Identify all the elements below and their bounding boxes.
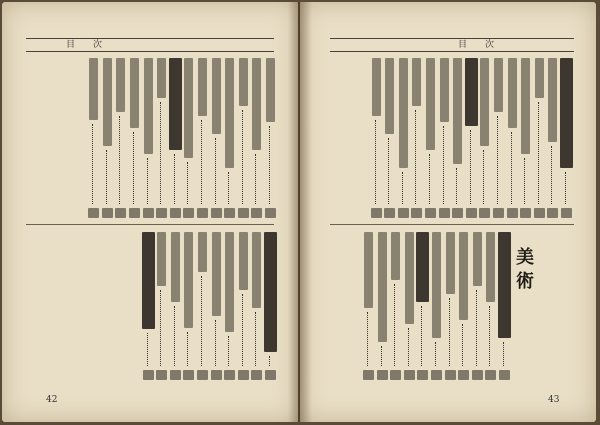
toc-entry-text	[184, 232, 193, 328]
toc-entry-page	[265, 370, 276, 380]
toc-entry-leader	[201, 120, 202, 204]
toc-entry-page	[363, 370, 374, 380]
toc-entry-page	[156, 208, 167, 218]
toc-entry-text	[508, 58, 517, 128]
toc-entry	[416, 232, 429, 382]
toc-entry-text	[412, 58, 421, 106]
toc-entry-text	[416, 232, 429, 302]
toc-entry	[237, 232, 250, 382]
toc-entry-page	[493, 208, 504, 218]
toc-entry-text	[116, 58, 125, 112]
toc-entry	[370, 58, 383, 220]
toc-entry-text	[548, 58, 557, 142]
toc-entry	[383, 58, 396, 220]
toc-entry	[471, 232, 484, 382]
toc-entry	[210, 58, 223, 220]
toc-entry-page	[170, 370, 181, 380]
toc-entry-leader	[497, 116, 498, 204]
toc-entry-page	[197, 370, 208, 380]
toc-entry-leader	[269, 356, 270, 366]
toc-entry-page	[404, 370, 415, 380]
toc-entry	[492, 58, 505, 220]
gutter-shadow-right	[300, 2, 312, 422]
toc-entry-text	[473, 232, 482, 286]
toc-entry-leader	[119, 116, 120, 204]
toc-entry-leader	[187, 332, 188, 366]
toc-entry-page	[224, 370, 235, 380]
toc-entry	[169, 58, 182, 220]
toc-entry-leader	[215, 138, 216, 204]
toc-entry-leader	[394, 284, 395, 366]
toc-entry-leader	[421, 306, 422, 366]
toc-entry	[498, 232, 511, 382]
toc-entry	[430, 232, 443, 382]
toc-entry-text	[498, 232, 511, 338]
toc-entry-leader	[538, 102, 539, 204]
toc-entry-page	[197, 208, 208, 218]
toc-entry-leader	[160, 102, 161, 204]
toc-entry-text	[372, 58, 381, 116]
toc-entry-text	[103, 58, 112, 146]
toc-entry-leader	[174, 306, 175, 366]
toc-entry-leader	[456, 168, 457, 204]
toc-entry-page	[458, 370, 469, 380]
toc-entry-page	[561, 208, 572, 218]
toc-entry-text	[405, 232, 414, 324]
toc-entry-text	[239, 232, 248, 290]
toc-entry-page	[499, 370, 510, 380]
toc-entry-page	[547, 208, 558, 218]
toc-entry-leader	[503, 342, 504, 366]
toc-entry-page	[156, 370, 167, 380]
toc-entry-leader	[375, 120, 376, 204]
toc-entry	[546, 58, 559, 220]
toc-entry	[457, 232, 470, 382]
toc-entry-leader	[147, 333, 148, 366]
toc-entry-page	[211, 208, 222, 218]
toc-entry	[444, 232, 457, 382]
toc-entry-leader	[511, 132, 512, 204]
toc-entry-leader	[187, 162, 188, 204]
toc-entry-leader	[565, 172, 566, 204]
toc-entry-text	[89, 58, 98, 120]
toc-entry-page	[265, 208, 276, 218]
toc-entry-leader	[429, 154, 430, 204]
section-title: 美術	[516, 247, 534, 292]
toc-entry	[223, 58, 236, 220]
toc-entry	[155, 58, 168, 220]
toc-entry	[403, 232, 416, 382]
toc-entry	[182, 232, 195, 382]
toc-entry-text	[157, 58, 166, 98]
left-page-number: 42	[46, 395, 58, 405]
toc-entry-text	[212, 232, 221, 316]
toc-entry-page	[466, 208, 477, 218]
toc-entry	[196, 58, 209, 220]
toc-entry-text	[446, 232, 455, 294]
toc-entry-leader	[201, 276, 202, 366]
toc-entry	[169, 232, 182, 382]
toc-entry-leader	[381, 346, 382, 366]
toc-entry-leader	[255, 154, 256, 204]
toc-entry-page	[238, 370, 249, 380]
toc-entry	[264, 232, 277, 382]
toc-entry-text	[480, 58, 489, 146]
right-header-label: 目次	[458, 40, 513, 50]
toc-entry-text	[426, 58, 435, 150]
toc-entry-page	[170, 208, 181, 218]
toc-entry-text	[364, 232, 373, 308]
toc-entry-leader	[228, 336, 229, 366]
toc-entry-page	[371, 208, 382, 218]
toc-entry-text	[494, 58, 503, 112]
toc-entry-page	[129, 208, 140, 218]
toc-entry-text	[440, 58, 449, 122]
toc-entry-text	[399, 58, 408, 168]
toc-entry-leader	[551, 146, 552, 204]
toc-entry-page	[88, 208, 99, 218]
toc-entry	[155, 232, 168, 382]
toc-entry-text	[453, 58, 462, 164]
toc-entry-page	[425, 208, 436, 218]
toc-entry	[484, 232, 497, 382]
toc-entry-leader	[489, 306, 490, 366]
toc-entry	[101, 58, 114, 220]
toc-entry	[424, 58, 437, 220]
toc-entry-page	[520, 208, 531, 218]
toc-entry-page	[417, 370, 428, 380]
toc-entry	[196, 232, 209, 382]
toc-entry-page	[251, 208, 262, 218]
toc-entry-text	[266, 58, 275, 122]
toc-entry-leader	[388, 138, 389, 204]
toc-entry-text	[142, 232, 155, 329]
toc-entry-text	[535, 58, 544, 98]
toc-entry	[182, 58, 195, 220]
toc-entry-page	[377, 370, 388, 380]
toc-entry-page	[507, 208, 518, 218]
toc-entry-leader	[255, 312, 256, 366]
toc-entry-page	[143, 208, 154, 218]
toc-entry-page	[485, 370, 496, 380]
toc-entry	[142, 232, 155, 382]
toc-entry-leader	[435, 342, 436, 366]
toc-entry	[397, 58, 410, 220]
toc-entry	[519, 58, 532, 220]
toc-entry	[438, 58, 451, 220]
toc-entry-text	[521, 58, 530, 154]
toc-entry-text	[560, 58, 573, 168]
toc-entry-text	[130, 58, 139, 128]
toc-entry	[250, 58, 263, 220]
left-header-bar	[26, 38, 274, 52]
toc-entry-leader	[215, 320, 216, 366]
toc-entry-leader	[462, 324, 463, 366]
toc-entry-text	[184, 58, 193, 158]
toc-entry-leader	[133, 132, 134, 204]
right-middle-rule	[330, 224, 574, 225]
toc-entry-page	[534, 208, 545, 218]
toc-entry-text	[171, 232, 180, 302]
toc-entry-page	[115, 208, 126, 218]
toc-entry	[210, 232, 223, 382]
toc-entry-text	[432, 232, 441, 338]
toc-entry	[478, 58, 491, 220]
right-header-bar	[330, 38, 574, 52]
toc-entry-leader	[449, 298, 450, 366]
toc-entry-leader	[470, 130, 471, 204]
toc-entry-text	[385, 58, 394, 134]
toc-entry-page	[224, 208, 235, 218]
toc-entry-leader	[242, 110, 243, 204]
left-header-label: 目次	[66, 40, 121, 50]
toc-entry-text	[144, 58, 153, 154]
toc-entry-page	[384, 208, 395, 218]
toc-entry-leader	[476, 290, 477, 366]
toc-entry-page	[445, 370, 456, 380]
toc-entry-leader	[106, 150, 107, 204]
toc-entry-text	[198, 58, 207, 116]
toc-entry-text	[212, 58, 221, 134]
toc-entry	[237, 58, 250, 220]
toc-entry-page	[183, 370, 194, 380]
toc-entry	[362, 232, 375, 382]
toc-entry-leader	[147, 158, 148, 204]
toc-entry-leader	[524, 158, 525, 204]
toc-entry-page	[472, 370, 483, 380]
toc-entry-leader	[228, 172, 229, 204]
toc-entry-text	[252, 232, 261, 308]
gutter-shadow-left	[288, 2, 300, 422]
toc-entry-leader	[415, 110, 416, 204]
toc-entry-leader	[174, 154, 175, 204]
toc-entry	[114, 58, 127, 220]
toc-entry-leader	[92, 124, 93, 204]
toc-entry-page	[452, 208, 463, 218]
toc-entry-leader	[367, 312, 368, 366]
toc-entry-page	[211, 370, 222, 380]
toc-entry-page	[411, 208, 422, 218]
toc-entry-leader	[160, 290, 161, 366]
toc-entry-page	[479, 208, 490, 218]
toc-entry-leader	[443, 126, 444, 204]
toc-entry-text	[252, 58, 261, 150]
toc-entry-text	[169, 58, 182, 150]
toc-entry-text	[378, 232, 387, 342]
toc-entry-page	[251, 370, 262, 380]
toc-entry-text	[198, 232, 207, 272]
toc-entry	[389, 232, 402, 382]
toc-entry	[451, 58, 464, 220]
toc-entry-text	[157, 232, 166, 286]
toc-entry-text	[225, 232, 234, 332]
toc-entry-text	[486, 232, 495, 302]
toc-entry	[223, 232, 236, 382]
toc-entry-page	[102, 208, 113, 218]
left-middle-rule	[26, 224, 274, 225]
toc-entry-leader	[269, 126, 270, 204]
toc-entry	[376, 232, 389, 382]
toc-entry	[264, 58, 277, 220]
toc-entry-page	[398, 208, 409, 218]
toc-entry-page	[431, 370, 442, 380]
toc-entry	[533, 58, 546, 220]
toc-entry-text	[239, 58, 248, 106]
right-page-number: 43	[548, 395, 560, 405]
toc-entry-page	[238, 208, 249, 218]
toc-entry	[465, 58, 478, 220]
toc-entry	[560, 58, 573, 220]
toc-entry-page	[183, 208, 194, 218]
toc-entry	[142, 58, 155, 220]
toc-entry	[250, 232, 263, 382]
toc-entry-page	[439, 208, 450, 218]
toc-entry	[410, 58, 423, 220]
toc-entry	[128, 58, 141, 220]
toc-entry-text	[459, 232, 468, 320]
toc-entry-page	[143, 370, 154, 380]
toc-entry-leader	[483, 150, 484, 204]
toc-entry-text	[264, 232, 277, 352]
toc-entry-leader	[242, 294, 243, 366]
toc-entry-leader	[408, 328, 409, 366]
toc-entry-text	[465, 58, 478, 126]
toc-entry-leader	[402, 172, 403, 204]
toc-entry-page	[390, 370, 401, 380]
toc-entry	[87, 58, 100, 220]
toc-entry-text	[225, 58, 234, 168]
toc-entry	[506, 58, 519, 220]
toc-entry-text	[391, 232, 400, 280]
